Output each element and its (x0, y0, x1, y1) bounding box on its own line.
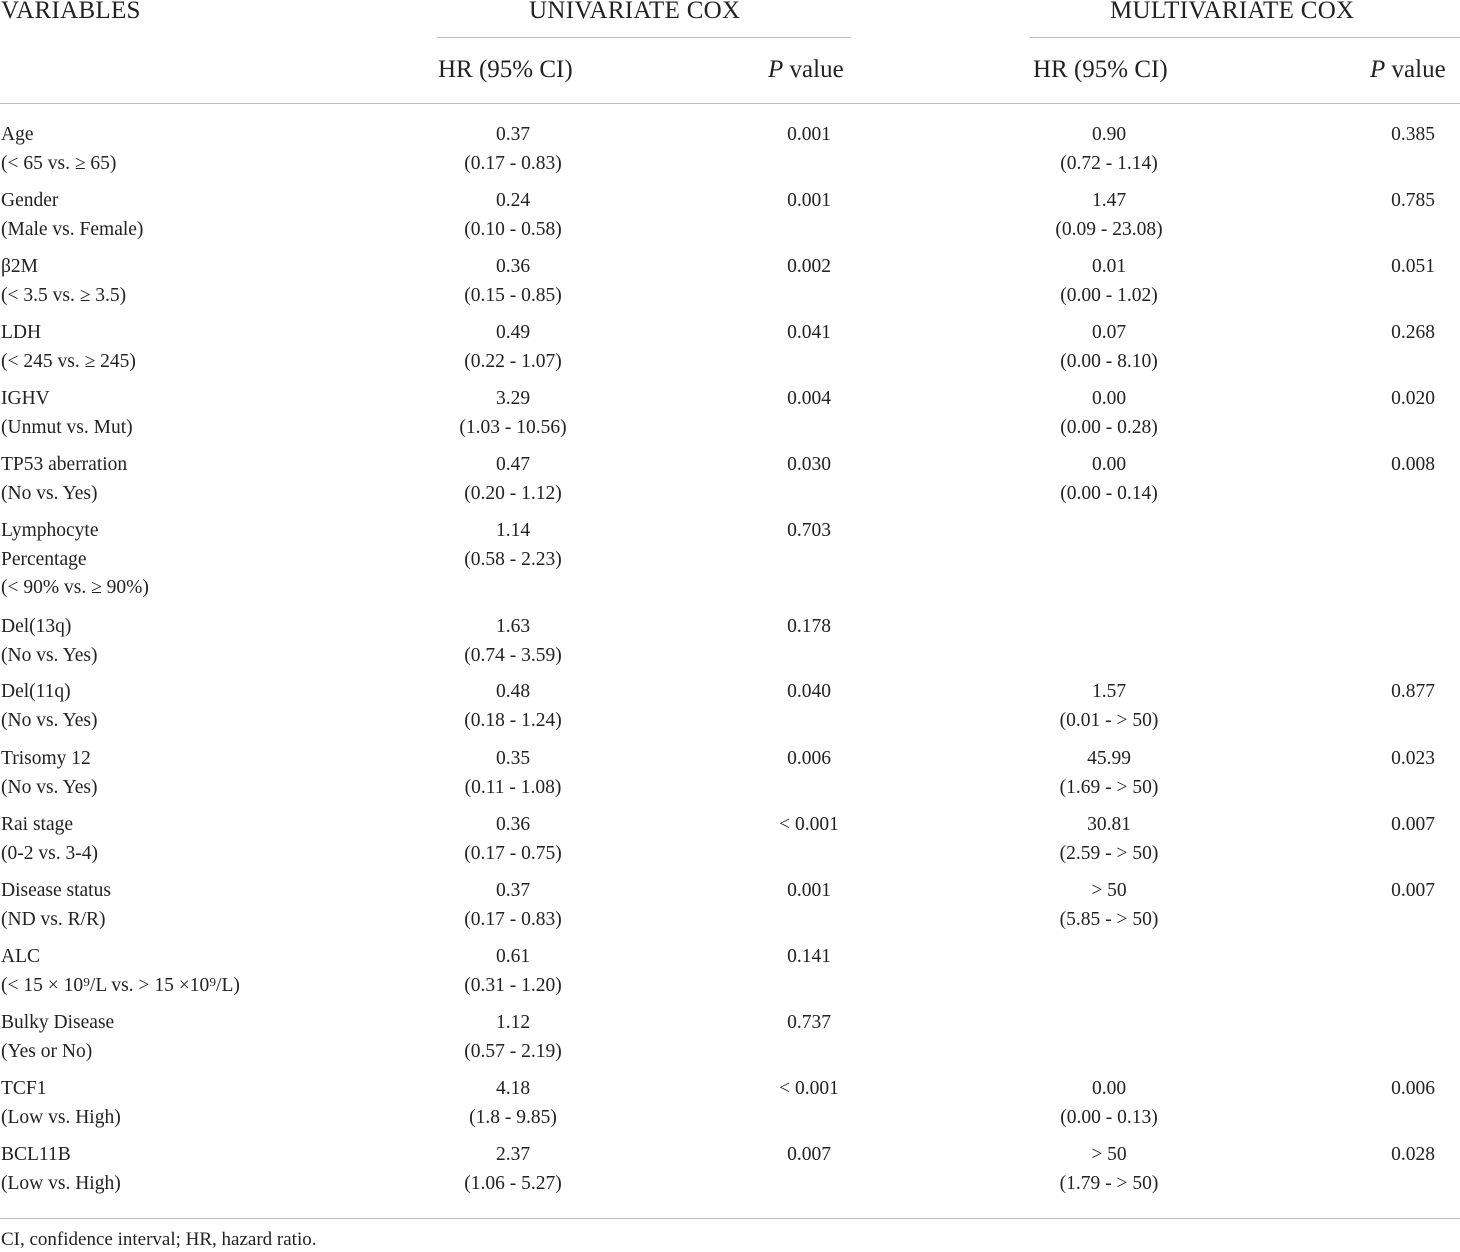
variable-cell (1, 745, 381, 802)
multi-hr-cell (1009, 745, 1209, 802)
multi-p-cell-line: 0.007 (1391, 814, 1435, 835)
p-italic: P (1370, 56, 1386, 83)
variables-header: VARIABLES (1, 0, 141, 24)
uni-p-cell (749, 877, 869, 906)
variable-cell-line: Disease status (1, 880, 111, 901)
uni-hr-cell-line: (0.17 - 0.83) (464, 152, 562, 174)
multi-p-cell-line: 0.008 (1391, 454, 1435, 475)
uni-p-cell-line: 0.006 (787, 748, 831, 769)
variable-cell (1, 319, 381, 376)
multi-hr-cell-line: 1.47 (1091, 190, 1127, 211)
variable-cell (1, 613, 381, 670)
multi-hr-cell-line: (1.79 - > 50) (1059, 1172, 1159, 1194)
multi-hr-cell-line: > 50 (1091, 880, 1127, 901)
multi-hr-cell (1009, 451, 1209, 508)
variable-cell (1, 877, 381, 934)
multi-hr-cell-line: > 50 (1091, 1144, 1127, 1165)
variable-cell-line: LDH (1, 322, 42, 343)
multi-hr-cell-line: 1.57 (1091, 681, 1127, 702)
uni-hr-cell-line: 0.47 (495, 454, 531, 475)
uni-p-cell-line: 0.030 (787, 454, 831, 475)
uni-hr-ci-header: HR (95% CI) (438, 56, 573, 83)
uni-hr-cell-line: (0.57 - 2.19) (464, 1040, 562, 1062)
multi-hr-cell-line: (2.59 - > 50) (1059, 842, 1159, 864)
uni-hr-cell-line: 0.36 (495, 256, 531, 277)
uni-p-cell (749, 613, 869, 642)
uni-p-cell (749, 745, 869, 774)
variable-cell (1, 1141, 381, 1198)
uni-p-value-header (768, 57, 844, 82)
variable-cell-line: (0-2 vs. 3-4) (1, 842, 98, 864)
multi-p-cell-line: 0.877 (1391, 681, 1435, 702)
uni-p-cell (749, 811, 869, 840)
p-italic: P (768, 56, 784, 83)
uni-hr-cell (413, 877, 613, 934)
uni-p-cell-line: 0.141 (787, 946, 831, 967)
uni-hr-cell-line: 1.12 (495, 1012, 531, 1033)
uni-hr-cell (413, 613, 613, 670)
uni-hr-cell-line: 0.49 (495, 322, 531, 343)
uni-hr-cell (413, 319, 613, 376)
variable-cell-line: (No vs. Yes) (1, 776, 98, 798)
variable-cell (1, 253, 381, 310)
multi-hr-cell-line: 0.00 (1091, 388, 1127, 409)
variable-cell-line: Lymphocyte (1, 520, 99, 541)
uni-hr-cell (413, 187, 613, 244)
uni-hr-cell-line: (1.03 - 10.56) (459, 416, 567, 438)
variable-cell (1, 943, 381, 1000)
univariate-header: UNIVARIATE COX (529, 0, 741, 24)
uni-p-cell (749, 678, 869, 707)
uni-hr-cell (413, 745, 613, 802)
multi-p-cell (1353, 253, 1460, 282)
footnote: CI, confidence interval; HR, hazard ratio. (1, 1229, 317, 1250)
multi-hr-cell (1009, 121, 1209, 178)
uni-hr-cell-line: 4.18 (495, 1078, 531, 1099)
variable-cell-line: IGHV (1, 388, 50, 409)
multi-hr-cell-line: (0.00 - 8.10) (1060, 350, 1158, 372)
uni-p-cell (749, 187, 869, 216)
multivariate-underline (1030, 37, 1460, 38)
multi-p-cell-line: 0.028 (1391, 1144, 1435, 1165)
uni-hr-cell-line: 2.37 (495, 1144, 531, 1165)
multivariate-header: MULTIVARIATE COX (1110, 0, 1355, 24)
uni-hr-cell-line: 1.14 (495, 520, 531, 541)
multi-hr-cell-line: 30.81 (1087, 814, 1131, 835)
uni-hr-cell-line: 0.61 (495, 946, 531, 967)
variable-cell-line: TP53 aberration (1, 454, 128, 475)
variable-cell-line: Percentage (1, 548, 87, 570)
multi-p-cell (1353, 1075, 1460, 1104)
multi-hr-cell (1009, 678, 1209, 735)
multi-p-cell-line: 0.268 (1391, 322, 1435, 343)
uni-p-cell-line: 0.002 (787, 256, 831, 277)
univariate-underline (437, 37, 851, 38)
variable-cell-line: ALC (1, 946, 40, 967)
uni-p-cell-line: 0.040 (787, 681, 831, 702)
uni-p-cell-line: 0.001 (787, 124, 831, 145)
uni-hr-cell-line: (0.58 - 2.23) (464, 548, 562, 570)
uni-hr-cell-line: (0.11 - 1.08) (464, 776, 562, 798)
multi-hr-cell-line: 0.00 (1091, 1078, 1127, 1099)
uni-hr-cell-line: 1.63 (495, 616, 531, 637)
uni-p-cell-line: 0.001 (787, 190, 831, 211)
uni-p-cell (749, 517, 869, 546)
variable-cell-line: BCL11B (1, 1144, 71, 1165)
uni-hr-cell-line: (0.18 - 1.24) (464, 709, 562, 731)
uni-hr-cell-line: (0.22 - 1.07) (464, 350, 562, 372)
multi-hr-cell-line: (0.00 - 1.02) (1060, 284, 1158, 306)
uni-hr-cell (413, 517, 613, 574)
multi-hr-ci-header: HR (95% CI) (1033, 56, 1168, 83)
multi-hr-cell-line: (5.85 - > 50) (1059, 908, 1159, 930)
uni-hr-cell (413, 385, 613, 442)
variable-cell (1, 187, 381, 244)
uni-hr-cell-line: (0.20 - 1.12) (464, 482, 562, 504)
variable-cell (1, 451, 381, 508)
multi-p-cell-line: 0.785 (1391, 190, 1435, 211)
multi-hr-cell (1009, 877, 1209, 934)
uni-hr-cell (413, 811, 613, 868)
uni-p-cell-line: < 0.001 (779, 814, 839, 835)
uni-p-cell-line: 0.041 (787, 322, 831, 343)
uni-hr-cell-line: (1.06 - 5.27) (464, 1172, 562, 1194)
uni-hr-cell-line: (0.17 - 0.75) (464, 842, 562, 864)
uni-hr-cell-line: (0.74 - 3.59) (464, 644, 562, 666)
multi-hr-cell-line: 0.07 (1091, 322, 1127, 343)
multi-p-cell-line: 0.051 (1391, 256, 1435, 277)
uni-hr-cell-line: 0.35 (495, 748, 531, 769)
variable-cell-line: (Low vs. High) (1, 1172, 121, 1194)
multi-hr-cell (1009, 319, 1209, 376)
multi-hr-cell-line: 0.90 (1091, 124, 1127, 145)
uni-p-cell-line: < 0.001 (779, 1078, 839, 1099)
uni-hr-cell (413, 678, 613, 735)
multi-p-value-header (1370, 57, 1446, 82)
variable-cell-line: (Low vs. High) (1, 1106, 121, 1128)
variable-cell-line: Del(11q) (1, 681, 71, 702)
uni-p-cell (749, 385, 869, 414)
variable-cell-line: (ND vs. R/R) (1, 908, 106, 930)
multi-hr-cell (1009, 811, 1209, 868)
uni-hr-cell-line: 0.24 (495, 190, 531, 211)
multi-hr-cell (1009, 1075, 1209, 1132)
multi-p-cell (1353, 745, 1460, 774)
variable-cell-line: (No vs. Yes) (1, 482, 98, 504)
variable-cell-line: (Unmut vs. Mut) (1, 416, 133, 438)
multi-hr-cell-line: (0.09 - 23.08) (1055, 218, 1163, 240)
uni-hr-cell (413, 451, 613, 508)
multi-p-cell (1353, 451, 1460, 480)
multi-hr-cell-line: (0.00 - 0.28) (1060, 416, 1158, 438)
multi-hr-cell-line: 0.01 (1091, 256, 1127, 277)
multi-p-cell-line: 0.007 (1391, 880, 1435, 901)
uni-p-cell (749, 319, 869, 348)
multi-hr-cell (1009, 187, 1209, 244)
variable-cell-line: Age (1, 124, 34, 145)
multi-hr-cell (1009, 1141, 1209, 1198)
variable-cell (1, 121, 381, 178)
variable-cell-line: β2M (1, 256, 39, 277)
multi-hr-cell-line: (1.69 - > 50) (1059, 776, 1159, 798)
uni-hr-cell (413, 121, 613, 178)
uni-p-cell-line: 0.178 (787, 616, 831, 637)
uni-p-cell (749, 253, 869, 282)
uni-hr-cell-line: 3.29 (495, 388, 531, 409)
header-bottom-rule (0, 103, 1460, 104)
p-value-text: value (783, 56, 844, 83)
variable-cell-line: (< 245 vs. ≥ 245) (1, 350, 136, 372)
multi-hr-cell-line: (0.00 - 0.13) (1060, 1106, 1158, 1128)
multi-hr-cell-line: (0.01 - > 50) (1059, 709, 1159, 731)
variable-cell-line: Gender (1, 190, 59, 211)
variable-cell-line: (< 3.5 vs. ≥ 3.5) (1, 284, 127, 306)
uni-hr-cell-line: (0.10 - 0.58) (464, 218, 562, 240)
variable-cell-line: (No vs. Yes) (1, 644, 98, 666)
uni-p-cell (749, 1009, 869, 1038)
multi-hr-cell-line: (0.00 - 0.14) (1060, 482, 1158, 504)
multi-p-cell-line: 0.020 (1391, 388, 1435, 409)
multi-hr-cell-line: (0.72 - 1.14) (1060, 152, 1158, 174)
uni-p-cell (749, 1075, 869, 1104)
uni-p-cell (749, 451, 869, 480)
variable-cell-line: (Male vs. Female) (1, 218, 144, 240)
multi-p-cell (1353, 385, 1460, 414)
variable-cell (1, 678, 381, 735)
multi-p-cell-line: 0.023 (1391, 748, 1435, 769)
multi-hr-cell (1009, 385, 1209, 442)
uni-hr-cell-line: 0.36 (495, 814, 531, 835)
multi-p-cell (1353, 187, 1460, 216)
uni-hr-cell-line: 0.37 (495, 880, 531, 901)
variable-cell (1, 517, 381, 603)
uni-hr-cell-line: 0.37 (495, 124, 531, 145)
variable-cell (1, 1075, 381, 1132)
variable-cell-line: (No vs. Yes) (1, 709, 98, 731)
variable-cell-line: Trisomy 12 (1, 748, 91, 769)
variable-cell-line: Rai stage (1, 814, 74, 835)
p-value-text: value (1385, 56, 1446, 83)
uni-hr-cell (413, 1009, 613, 1066)
uni-hr-cell-line: (0.31 - 1.20) (464, 974, 562, 996)
multi-p-cell (1353, 811, 1460, 840)
uni-p-cell-line: 0.004 (787, 388, 831, 409)
multi-p-cell (1353, 877, 1460, 906)
uni-hr-cell (413, 1075, 613, 1132)
multi-p-cell (1353, 319, 1460, 348)
variable-cell-line: TCF1 (1, 1078, 47, 1099)
multi-hr-cell-line: 0.00 (1091, 454, 1127, 475)
multi-hr-cell (1009, 253, 1209, 310)
multi-p-cell (1353, 678, 1460, 707)
multi-hr-cell-line: 45.99 (1087, 748, 1131, 769)
multi-p-cell-line: 0.006 (1391, 1078, 1435, 1099)
table-bottom-rule (0, 1218, 1460, 1219)
uni-p-cell-line: 0.001 (787, 880, 831, 901)
multi-p-cell-line: 0.385 (1391, 124, 1435, 145)
variable-cell-line: Bulky Disease (1, 1012, 115, 1033)
uni-p-cell-line: 0.703 (787, 520, 831, 541)
uni-p-cell (749, 1141, 869, 1170)
variable-cell-line: (< 15 × 10⁹/L vs. > 15 ×10⁹/L) (1, 974, 240, 996)
variable-cell-line: (< 90% vs. ≥ 90%) (1, 577, 149, 598)
uni-p-cell (749, 943, 869, 972)
uni-hr-cell-line: (0.17 - 0.83) (464, 908, 562, 930)
uni-hr-cell (413, 943, 613, 1000)
variable-cell-line: Del(13q) (1, 616, 72, 637)
variable-cell-line: (Yes or No) (1, 1040, 93, 1062)
variable-cell (1, 1009, 381, 1066)
variable-cell (1, 385, 381, 442)
multi-p-cell (1353, 1141, 1460, 1170)
variable-cell (1, 811, 381, 868)
uni-hr-cell (413, 253, 613, 310)
uni-hr-cell-line: (1.8 - 9.85) (469, 1106, 557, 1128)
multi-p-cell (1353, 121, 1460, 150)
uni-hr-cell-line: 0.48 (495, 681, 531, 702)
uni-hr-cell-line: (0.15 - 0.85) (464, 284, 562, 306)
uni-p-cell (749, 121, 869, 150)
uni-p-cell-line: 0.007 (787, 1144, 831, 1165)
uni-hr-cell (413, 1141, 613, 1198)
variable-cell-line: (< 65 vs. ≥ 65) (1, 152, 117, 174)
uni-p-cell-line: 0.737 (787, 1012, 831, 1033)
